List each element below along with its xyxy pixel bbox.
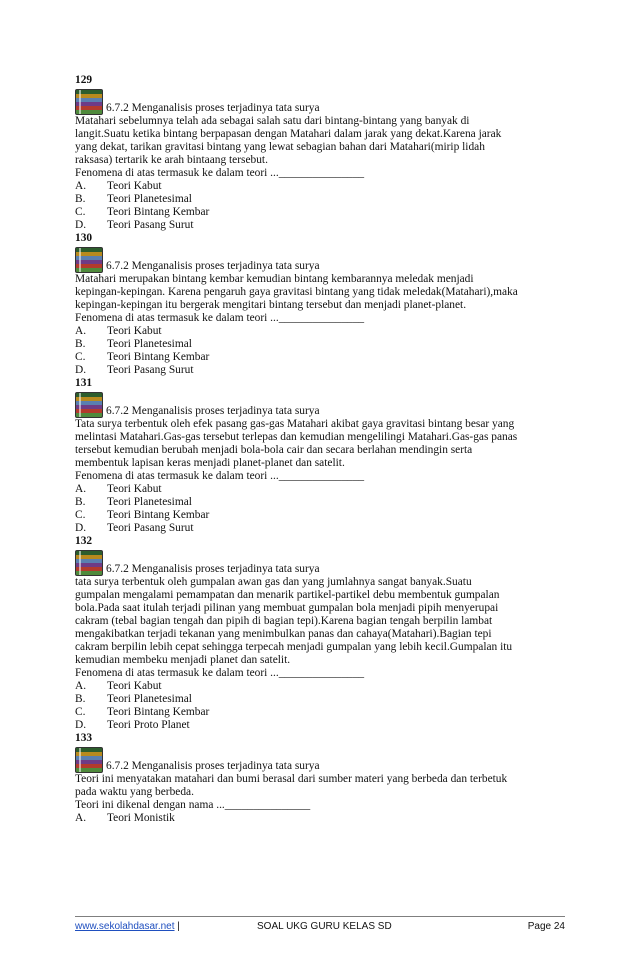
question-number: 131: [75, 377, 93, 389]
option-text: Teori Monistik: [107, 812, 175, 824]
option-letter: A.: [75, 325, 87, 337]
option-d: [75, 364, 575, 377]
option-a: [75, 483, 575, 496]
option-letter: B.: [75, 496, 86, 508]
option-letter: C.: [75, 706, 86, 718]
option-b: [75, 496, 575, 509]
option-text: Teori Kabut: [107, 325, 162, 337]
question-header: [75, 245, 575, 273]
question-number: 132: [75, 535, 93, 547]
option-b: [75, 193, 575, 206]
option-text: Teori Planetesimal: [107, 496, 192, 508]
option-text: Teori Planetesimal: [107, 693, 192, 705]
option-letter: C.: [75, 351, 86, 363]
question-header: [75, 87, 575, 115]
question-131: [75, 377, 575, 535]
indicator-text: 6.7.2 Menganalisis proses terjadinya tata surya: [106, 563, 320, 575]
question-130: [75, 232, 575, 377]
option-letter: C.: [75, 206, 86, 218]
question-number: 133: [75, 732, 93, 744]
option-letter: D.: [75, 522, 87, 534]
option-letter: B.: [75, 338, 86, 350]
option-c: [75, 206, 575, 219]
option-letter: D.: [75, 719, 87, 731]
question-133: [75, 732, 575, 825]
option-a: [75, 812, 575, 825]
option-text: Teori Proto Planet: [107, 719, 190, 731]
question-129: [75, 74, 575, 232]
question-header: [75, 390, 575, 418]
question-header: [75, 548, 575, 576]
option-letter: A.: [75, 483, 87, 495]
question-text: Matahari sebelumnya telah ada sebagai salah satu dari bintang-bintang yang banyak di langit.Suatu ketika bintang berpapasan dengan Matahari dalam jarak yang dekat.Karena jarak yang dekat, tarikan gravitasi bintang yang lewat sebagian bahan dari Matahari(mirip lidah raksasa) tertarik ke arah bintaang tersebut. Fenomena di atas termasuk ke dalam teori ..._______________: [75, 115, 502, 179]
footer-left: [75, 921, 180, 932]
option-c: [75, 509, 575, 522]
books-icon: [75, 89, 103, 115]
option-text: Teori Bintang Kembar: [107, 706, 210, 718]
books-icon: [75, 747, 103, 773]
option-text: Teori Pasang Surut: [107, 219, 194, 231]
books-icon: [75, 247, 103, 273]
option-text: Teori Bintang Kembar: [107, 351, 210, 363]
option-letter: D.: [75, 364, 87, 376]
question-text: Tata surya terbentuk oleh efek pasang gas-gas Matahari akibat gaya gravitasi bintang besar yang melintasi Matahari.Gas-gas tersebut terlepas dan kemudian mengelilingi Matahari.Gas-gas panas tersebut kemudian berubah menjadi bola-bola cair dan secara berlahan mendingin serta membentuk lapisan keras menjadi planet-planet dan satelit. Fenomena di atas termasuk ke dalam teori ..._______________: [75, 418, 518, 482]
option-c: [75, 351, 575, 364]
option-text: Teori Kabut: [107, 180, 162, 192]
option-a: [75, 180, 575, 193]
option-letter: C.: [75, 509, 86, 521]
option-letter: A.: [75, 680, 87, 692]
option-d: [75, 719, 575, 732]
site-link[interactable]: www.sekolahdasar.net: [75, 921, 175, 932]
question-132: [75, 535, 575, 732]
option-letter: B.: [75, 193, 86, 205]
option-text: Teori Planetesimal: [107, 338, 192, 350]
question-list: [75, 74, 575, 825]
option-text: Teori Kabut: [107, 483, 162, 495]
indicator-text: 6.7.2 Menganalisis proses terjadinya tata surya: [106, 102, 320, 114]
question-text: Teori ini menyatakan matahari dan bumi berasal dari sumber materi yang berbeda dan terbetuk pada waktu yang berbeda. Teori ini dikenal dengan nama ..._______________: [75, 773, 508, 811]
option-b: [75, 338, 575, 351]
option-c: [75, 706, 575, 719]
option-text: Teori Bintang Kembar: [107, 509, 210, 521]
option-letter: B.: [75, 693, 86, 705]
books-icon: [75, 392, 103, 418]
option-a: [75, 325, 575, 338]
indicator-text: 6.7.2 Menganalisis proses terjadinya tata surya: [106, 405, 320, 417]
option-text: Teori Pasang Surut: [107, 522, 194, 534]
option-text: Teori Planetesimal: [107, 193, 192, 205]
question-number: 129: [75, 74, 93, 86]
page-footer: [75, 916, 565, 935]
indicator-text: 6.7.2 Menganalisis proses terjadinya tata surya: [106, 260, 320, 272]
option-d: [75, 522, 575, 535]
option-letter: A.: [75, 812, 87, 824]
books-icon: [75, 550, 103, 576]
option-b: [75, 693, 575, 706]
question-header: [75, 745, 575, 773]
option-letter: D.: [75, 219, 87, 231]
question-text: Matahari merupakan bintang kembar kemudian bintang kembarannya meledak menjadi kepingan-kepingan. Karena pengaruh gaya gravitasi bintang yang tidak meledak(Matahari),maka kepingan-kepingan itu bergerak mengitari bintang tersebut dan menjadi planet-planet. Fenomena di atas termasuk ke dalam teori ..._______________: [75, 273, 518, 324]
indicator-text: 6.7.2 Menganalisis proses terjadinya tata surya: [106, 760, 320, 772]
option-d: [75, 219, 575, 232]
footer-title: SOAL UKG GURU KELAS SD: [257, 921, 392, 932]
option-text: Teori Pasang Surut: [107, 364, 194, 376]
option-a: [75, 680, 575, 693]
option-text: Teori Bintang Kembar: [107, 206, 210, 218]
page-number: Page 24: [527, 921, 565, 932]
question-text: tata surya terbentuk oleh gumpalan awan gas dan yang jumlahnya sangat banyak.Suatu gumpalan mengalami pemampatan dan menarik partikel-partikel debu membentuk gumpalan bola.Pada saat itulah terjadi pilinan yang membuat gumpalan bola menjadi pipih menyerupai cakram (tebal bagian tengah dan pipih di bagian tepi).Karena bagian tengah berpilin lambat mengakibatkan terjadi tekanan yang menimbulkan panas dan cahaya(Matahari).Bagian tepi cakram berpilin lebih cepat sehingga terpecah menjadi gumpalan yang lebih kecil.Gumpalan itu kemudian membeku menjadi planet dan satelit. Fenomena di atas termasuk ke dalam teori ..._______________: [75, 576, 513, 679]
question-number: 130: [75, 232, 93, 244]
option-letter: A.: [75, 180, 87, 192]
footer-separator: |: [177, 921, 180, 932]
option-text: Teori Kabut: [107, 680, 162, 692]
